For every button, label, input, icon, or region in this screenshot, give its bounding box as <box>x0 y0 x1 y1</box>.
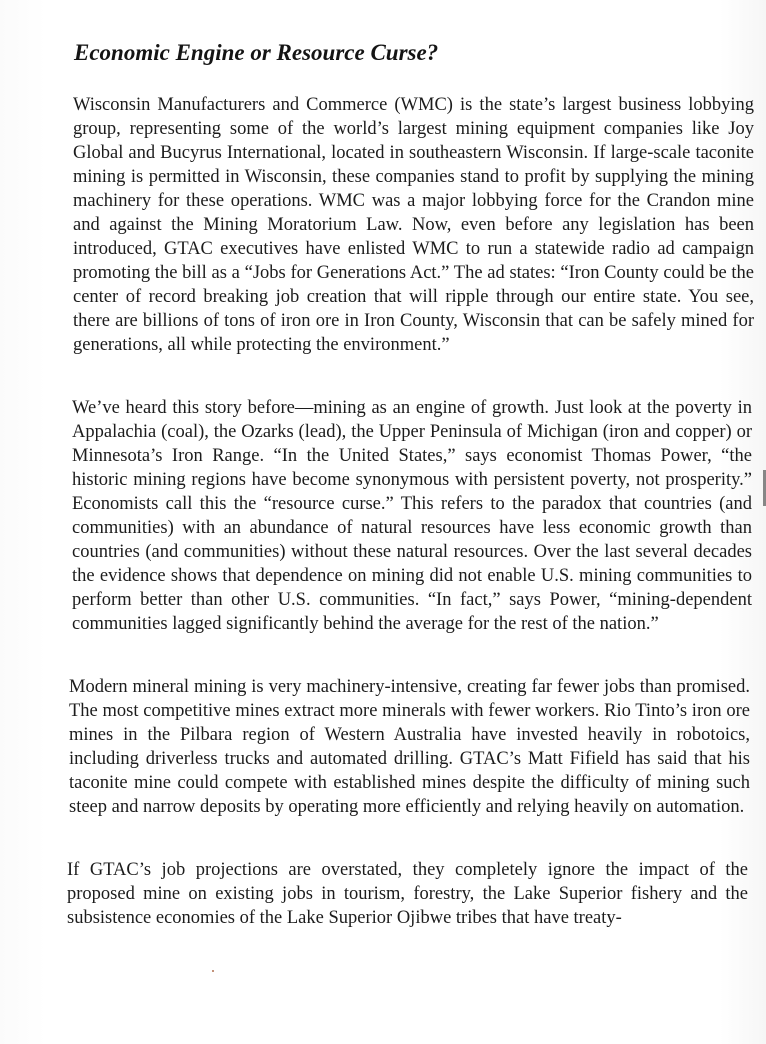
paragraph-resource-curse: We’ve heard this story before—mining as an engine of growth. Just look at the poverty in Appalachia (coal), the Ozarks (lead), the Upper Peninsula of Michigan (iron and copper) or Minnesota’s Iron Range. “In the United States,” says economist Thomas Power, “the historic mining regions have become synonymous with persistent poverty, not prosperity.” Economists call this the “resource curse.” This refers to the paradox that countries (and communities) with an abundance of natural resources have less economic growth than countries (and communities) without these natural resources. Over the last several decades the evidence shows that dependence on mining did not enable U.S. mining communities to perform better than other U.S. communities. “In fact,” says Power, “mining-dependent communities lagged significantly behind the average for the rest of the nation.” <box>72 398 752 634</box>
paragraph-wmc-lobbying: Wisconsin Manufacturers and Commerce (WMC) is the state’s largest business lobbying group, representing some of the world’s largest mining equipment companies like Joy Global and Bucyrus International, located in southeastern Wisconsin. If large-scale taconite mining is permitted in Wisconsin, these companies stand to profit by supplying the mining machinery for these operations. WMC was a major lobbying force for the Crandon mine and against the Mining Moratorium Law. Now, even before any legislation has been introduced, GTAC executives have enlisted WMC to run a statewide radio ad campaign promoting the bill as a “Jobs for Generations Act.” The ad states: “Iron County could be the center of record breaking job creation that will ripple through our entire state. You see, there are billions of tons of iron ore in Iron County, Wisconsin that can be safely mined for generations, all while protecting the environment.” <box>73 95 754 355</box>
paragraph-job-projections: If GTAC’s job projections are overstated, they completely ignore the impact of the proposed mine on existing jobs in tourism, forestry, the Lake Superior fishery and the subsistence economies of the Lake Superior Ojibwe tribes that have treaty- <box>67 860 748 928</box>
section-heading: Economic Engine or Resource Curse? <box>74 40 439 65</box>
scan-speck <box>212 970 214 972</box>
paragraph-machinery-intensive: Modern mineral mining is very machinery-intensive, creating far fewer jobs than promised. The most competitive mines extract more minerals with fewer workers. Rio Tinto’s iron ore mines in the Pilbara region of Western Australia have invested heavily in robotoics, including driverless trucks and automated drilling. GTAC’s Matt Fifield has said that his taconite mine could compete with established mines despite the difficulty of mining such steep and narrow deposits by operating more efficiently and relying heavily on automation. <box>69 677 750 817</box>
